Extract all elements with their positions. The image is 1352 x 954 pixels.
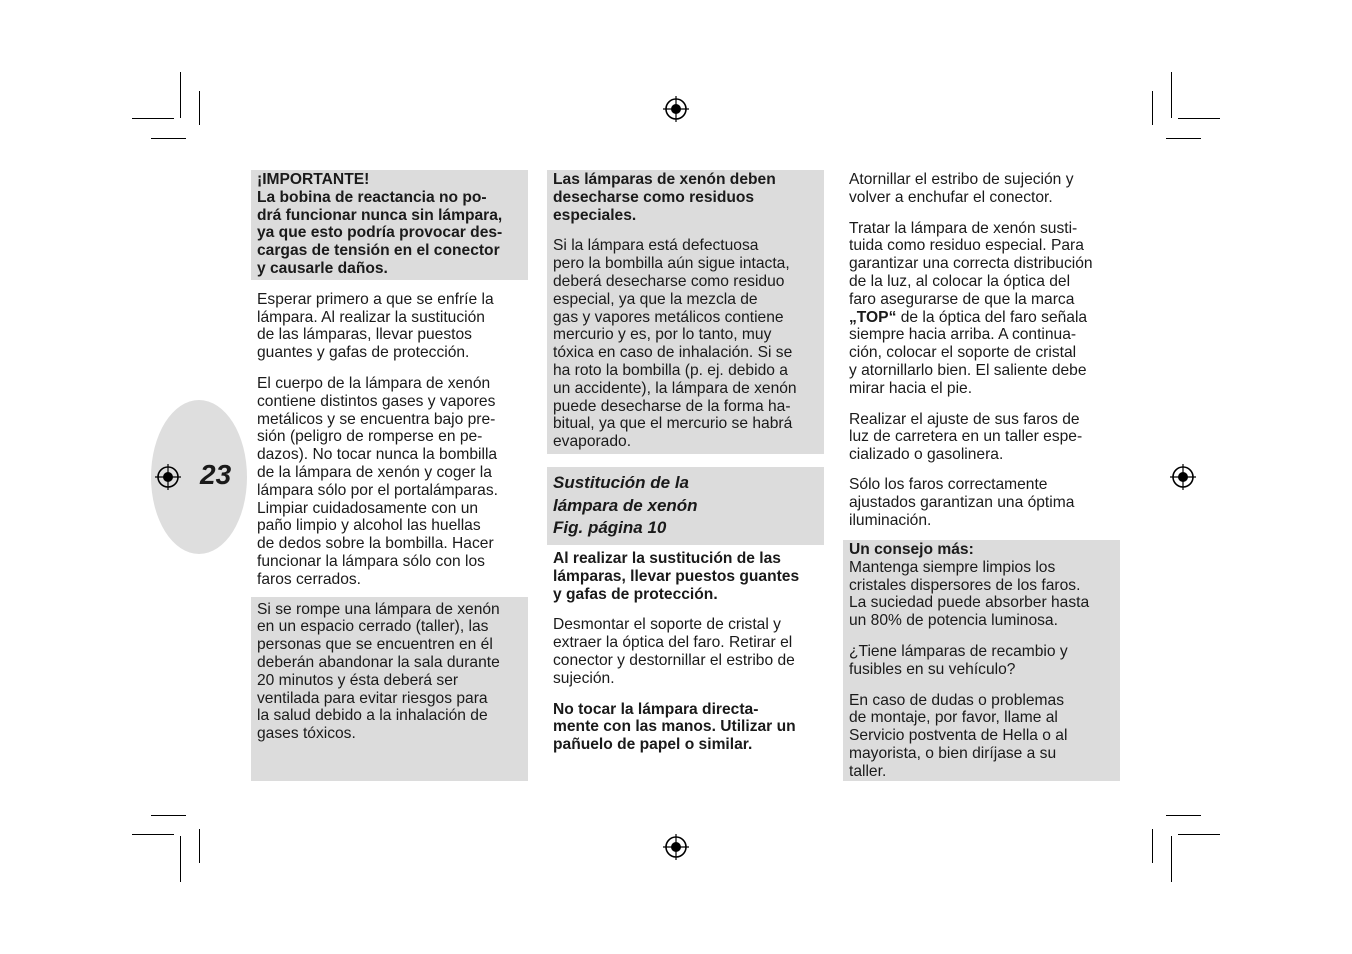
touch-warning: No tocar la lámpara directa- mente con las manos. Utilizar un pañuelo de papel o similar.: [553, 700, 796, 754]
section-heading: Sustitución de la lámpara de xenón Fig. página 10: [553, 473, 698, 537]
registration-mark-icon: [155, 464, 181, 490]
broken-lamp-note: Si se rompe una lámpara de xenón en un espacio cerrado (taller), las personas que se encuentren en él deberán abandonar la sala durante 20 minutos y ésta deberá ser ventilada para evitar riesgos para la salud debido a la inhalación de gases tóxicos.: [257, 600, 500, 743]
registration-mark-icon: [663, 834, 689, 860]
disposal-title: Las lámparas de xenón deben desecharse como residuos especiales.: [553, 171, 776, 224]
paragraph: Tratar la lámpara de xenón susti- tuida como residuo especial. Para garantizar una correcta distribución de la luz, al colocar la óptica del faro asegurarse de que la marca „TOP“ de la óptica del faro señala siempre hacia arriba. A continua- ción, colocar el soporte de cristal y atornillarlo bien. El saliente debe mirar hacia el pie.: [849, 219, 1093, 397]
disposal-text: Si la lámpara está defectuosa pero la bombilla aún sigue intacta, deberá desecharse como residuo especial, ya que la mezcla de gas y vapores metálicos contiene mercurio y es, por lo tanto, muy tóxica en caso de inhalación. Si se ha roto la bombilla (p. ej. debido a un accidente), la lámpara de xenón puede desecharse de la forma ha- bitual, ya que el mercurio se habrá evaporado.: [553, 237, 797, 451]
tip-section: Un consejo más: Mantenga siempre limpios los cristales dispersores de los faros. La suciedad puede absorber hasta un 80% de potencia luminosa. ¿Tiene lámparas de recambio y fusibles en su vehículo? En caso de dudas o problemas de montaje, por favor, llame al Servicio postventa de Hella o al mayorista, o bien diríjase a su taller.: [849, 541, 1121, 781]
tip-title: Un consejo más:: [849, 541, 974, 558]
registration-mark-icon: [663, 96, 689, 122]
paragraph: Sólo los faros correctamente ajustados garantizan una óptima iluminación.: [849, 475, 1075, 529]
paragraph: El cuerpo de la lámpara de xenón contiene distintos gases y vapores metálicos y se encuentra bajo pre- sión (peligro de romperse en pe- dazos). No tocar nunca la bombilla de la lámpara de xenón y coger la lámpara sólo por el portalámparas. Limpiar cuidadosamente con un paño limpio y alcohol las huellas de dedos sobre la bombilla. Hacer funcionar la lámpara sólo con los faros cerrados.: [257, 374, 498, 588]
paragraph: Desmontar el soporte de cristal y extraer la óptica del faro. Retirar el conector y destornillar el estribo de sujeción.: [553, 616, 795, 687]
column-1: [257, 171, 527, 743]
important-title: ¡IMPORTANTE!: [257, 171, 370, 188]
page-number: 23: [200, 459, 232, 490]
top-mark: „TOP“: [849, 308, 897, 326]
column-2: [553, 171, 823, 451]
column-3: [849, 171, 1121, 529]
column-2-lower: [553, 550, 825, 754]
paragraph: Esperar primero a que se enfríe la lámpara. Al realizar la sustitución de las lámparas, llevar puestos guantes y gafas de protección.: [257, 290, 494, 362]
important-note: ¡IMPORTANTE! La bobina de reactancia no po- drá funcionar nunca sin lámpara, ya que esto podría provocar des- cargas de tensión en el conector y causarle daños.: [257, 171, 527, 278]
paragraph: Atornillar el estribo de sujeción y volver a enchufar el conector.: [849, 171, 1074, 206]
registration-mark-icon: [1170, 464, 1196, 490]
paragraph: Realizar el ajuste de sus faros de luz de carretera en un taller espe- cializado o gasolinera.: [849, 410, 1083, 464]
gloves-warning: Al realizar la sustitución de las lámparas, llevar puestos guantes y gafas de protección.: [553, 550, 800, 603]
